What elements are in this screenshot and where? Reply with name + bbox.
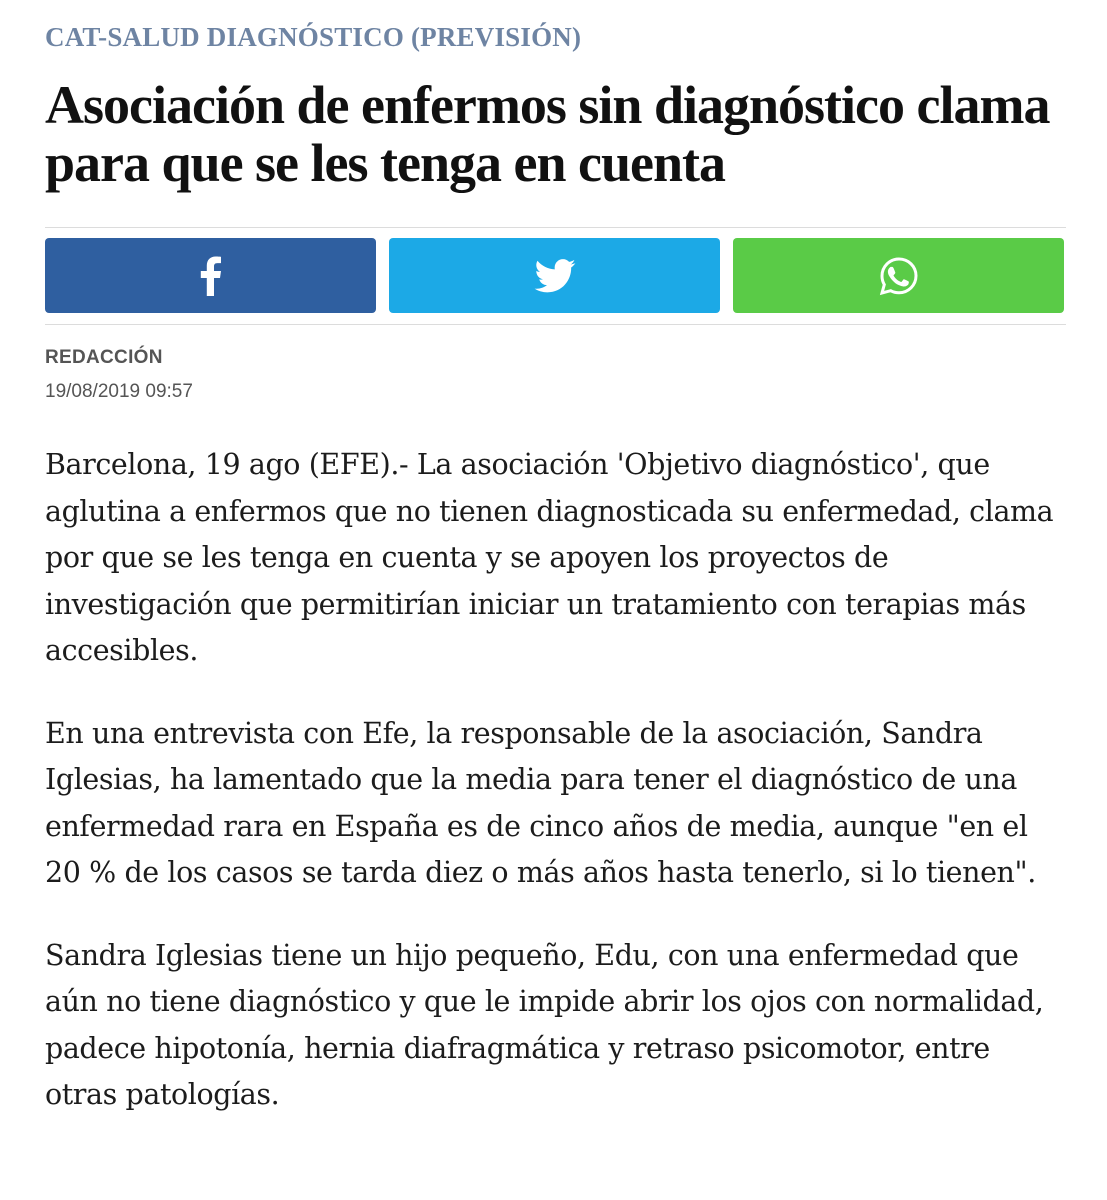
article-paragraph: En una entrevista con Efe, la responsable de la asociación, Sandra Iglesias, ha lamentado que la media para tener el diagnóstico de una enfermedad rara en España es de cinco años de media, aunque "en el 20 % de los casos se tarda diez o más años hasta tenerlo, si lo tienen". [45,716,1036,889]
article-body [45,442,1065,1155]
facebook-share-button[interactable] [45,238,376,313]
publish-date: 19/08/2019 09:57 [45,381,193,402]
facebook-icon [200,256,222,296]
share-bar [45,227,1066,325]
article-headline: Asociación de enfermos sin diagnóstico clama para que se les tenga en cuenta [45,75,1050,193]
whatsapp-share-button[interactable] [733,238,1064,313]
twitter-icon [534,259,576,293]
whatsapp-icon [879,256,919,296]
twitter-share-button[interactable] [389,238,720,313]
section-kicker[interactable]: CAT-SALUD DIAGNÓSTICO (PREVISIÓN) [45,22,582,52]
article-paragraph: Sandra Iglesias tiene un hijo pequeño, Edu, con una enfermedad que aún no tiene diagnóstico y que le impide abrir los ojos con normalidad, padece hipotonía, hernia diafragmática y retraso psicomotor, entre otras patologías. [45,938,1044,1111]
article-paragraph: Barcelona, 19 ago (EFE).- La asociación 'Objetivo diagnóstico', que aglutina a enfermos que no tienen diagnosticada su enfermedad, clama por que se les tenga en cuenta y se apoyen los proyectos de investigación que permitirían iniciar un tratamiento con terapias más accesibles. [45,448,1054,667]
author-byline: REDACCIÓN [45,347,163,368]
